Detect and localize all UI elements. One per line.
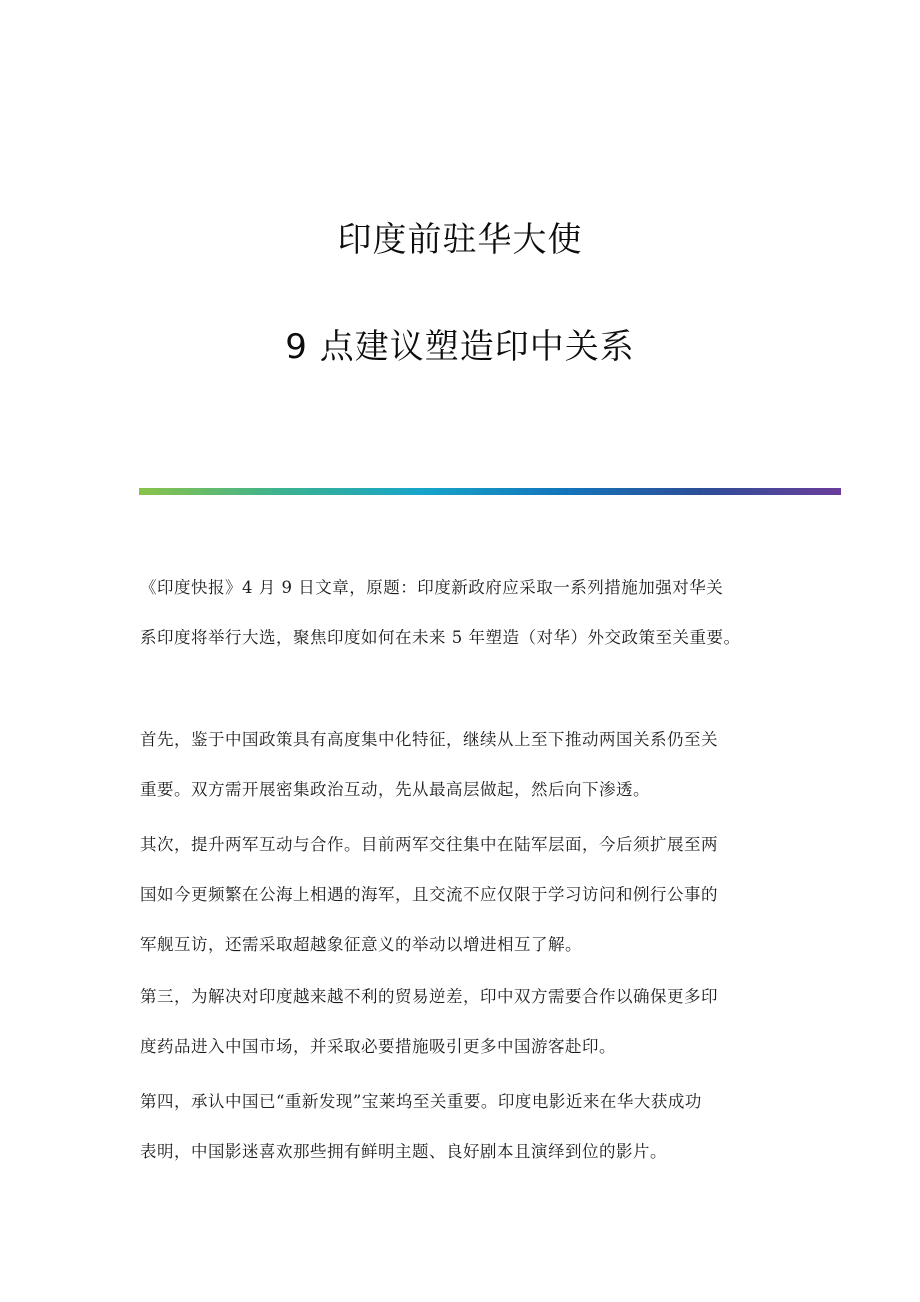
title-line-2: 9 点建议塑造印中关系 xyxy=(285,327,635,367)
paragraph-intro xyxy=(140,563,800,663)
paragraph-line: 其次，提升两军互动与合作。目前两军交往集中在陆军层面，今后须扩展至两 xyxy=(140,835,718,854)
title-line-1: 印度前驻华大使 xyxy=(337,220,583,260)
paragraph-line: 第三，为解决对印度越来越不利的贸易逆差，印中双方需要合作以确保更多印 xyxy=(140,987,718,1006)
paragraph-first xyxy=(140,715,800,815)
paragraph-line: 《印度快报》4 月 9 日文章，原题：印度新政府应采取一系列措施加强对华关 xyxy=(140,578,724,597)
gradient-divider xyxy=(139,488,841,495)
paragraph-line: 系印度将举行大选，聚焦印度如何在未来 5 年塑造（对华）外交政策至关重要。 xyxy=(140,628,741,647)
paragraph-line: 重要。双方需开展密集政治互动，先从最高层做起，然后向下渗透。 xyxy=(140,780,650,799)
paragraph-line: 表明，中国影迷喜欢那些拥有鲜明主题、良好剧本且演绎到位的影片。 xyxy=(140,1142,667,1161)
paragraph-line: 国如今更频繁在公海上相遇的海军，且交流不应仅限于学习访问和例行公事的 xyxy=(140,885,718,904)
paragraph-line: 第四，承认中国已“重新发现”宝莱坞至关重要。印度电影近来在华大获成功 xyxy=(140,1092,702,1111)
paragraph-line: 度药品进入中国市场，并采取必要措施吸引更多中国游客赴印。 xyxy=(140,1037,616,1056)
paragraph-third xyxy=(140,972,800,1072)
paragraph-line: 首先，鉴于中国政策具有高度集中化特征，继续从上至下推动两国关系仍至关 xyxy=(140,730,718,749)
paragraph-line: 军舰互访，还需采取超越象征意义的举动以增进相互了解。 xyxy=(140,935,582,954)
paragraph-fourth xyxy=(140,1077,800,1177)
paragraph-second xyxy=(140,820,800,970)
